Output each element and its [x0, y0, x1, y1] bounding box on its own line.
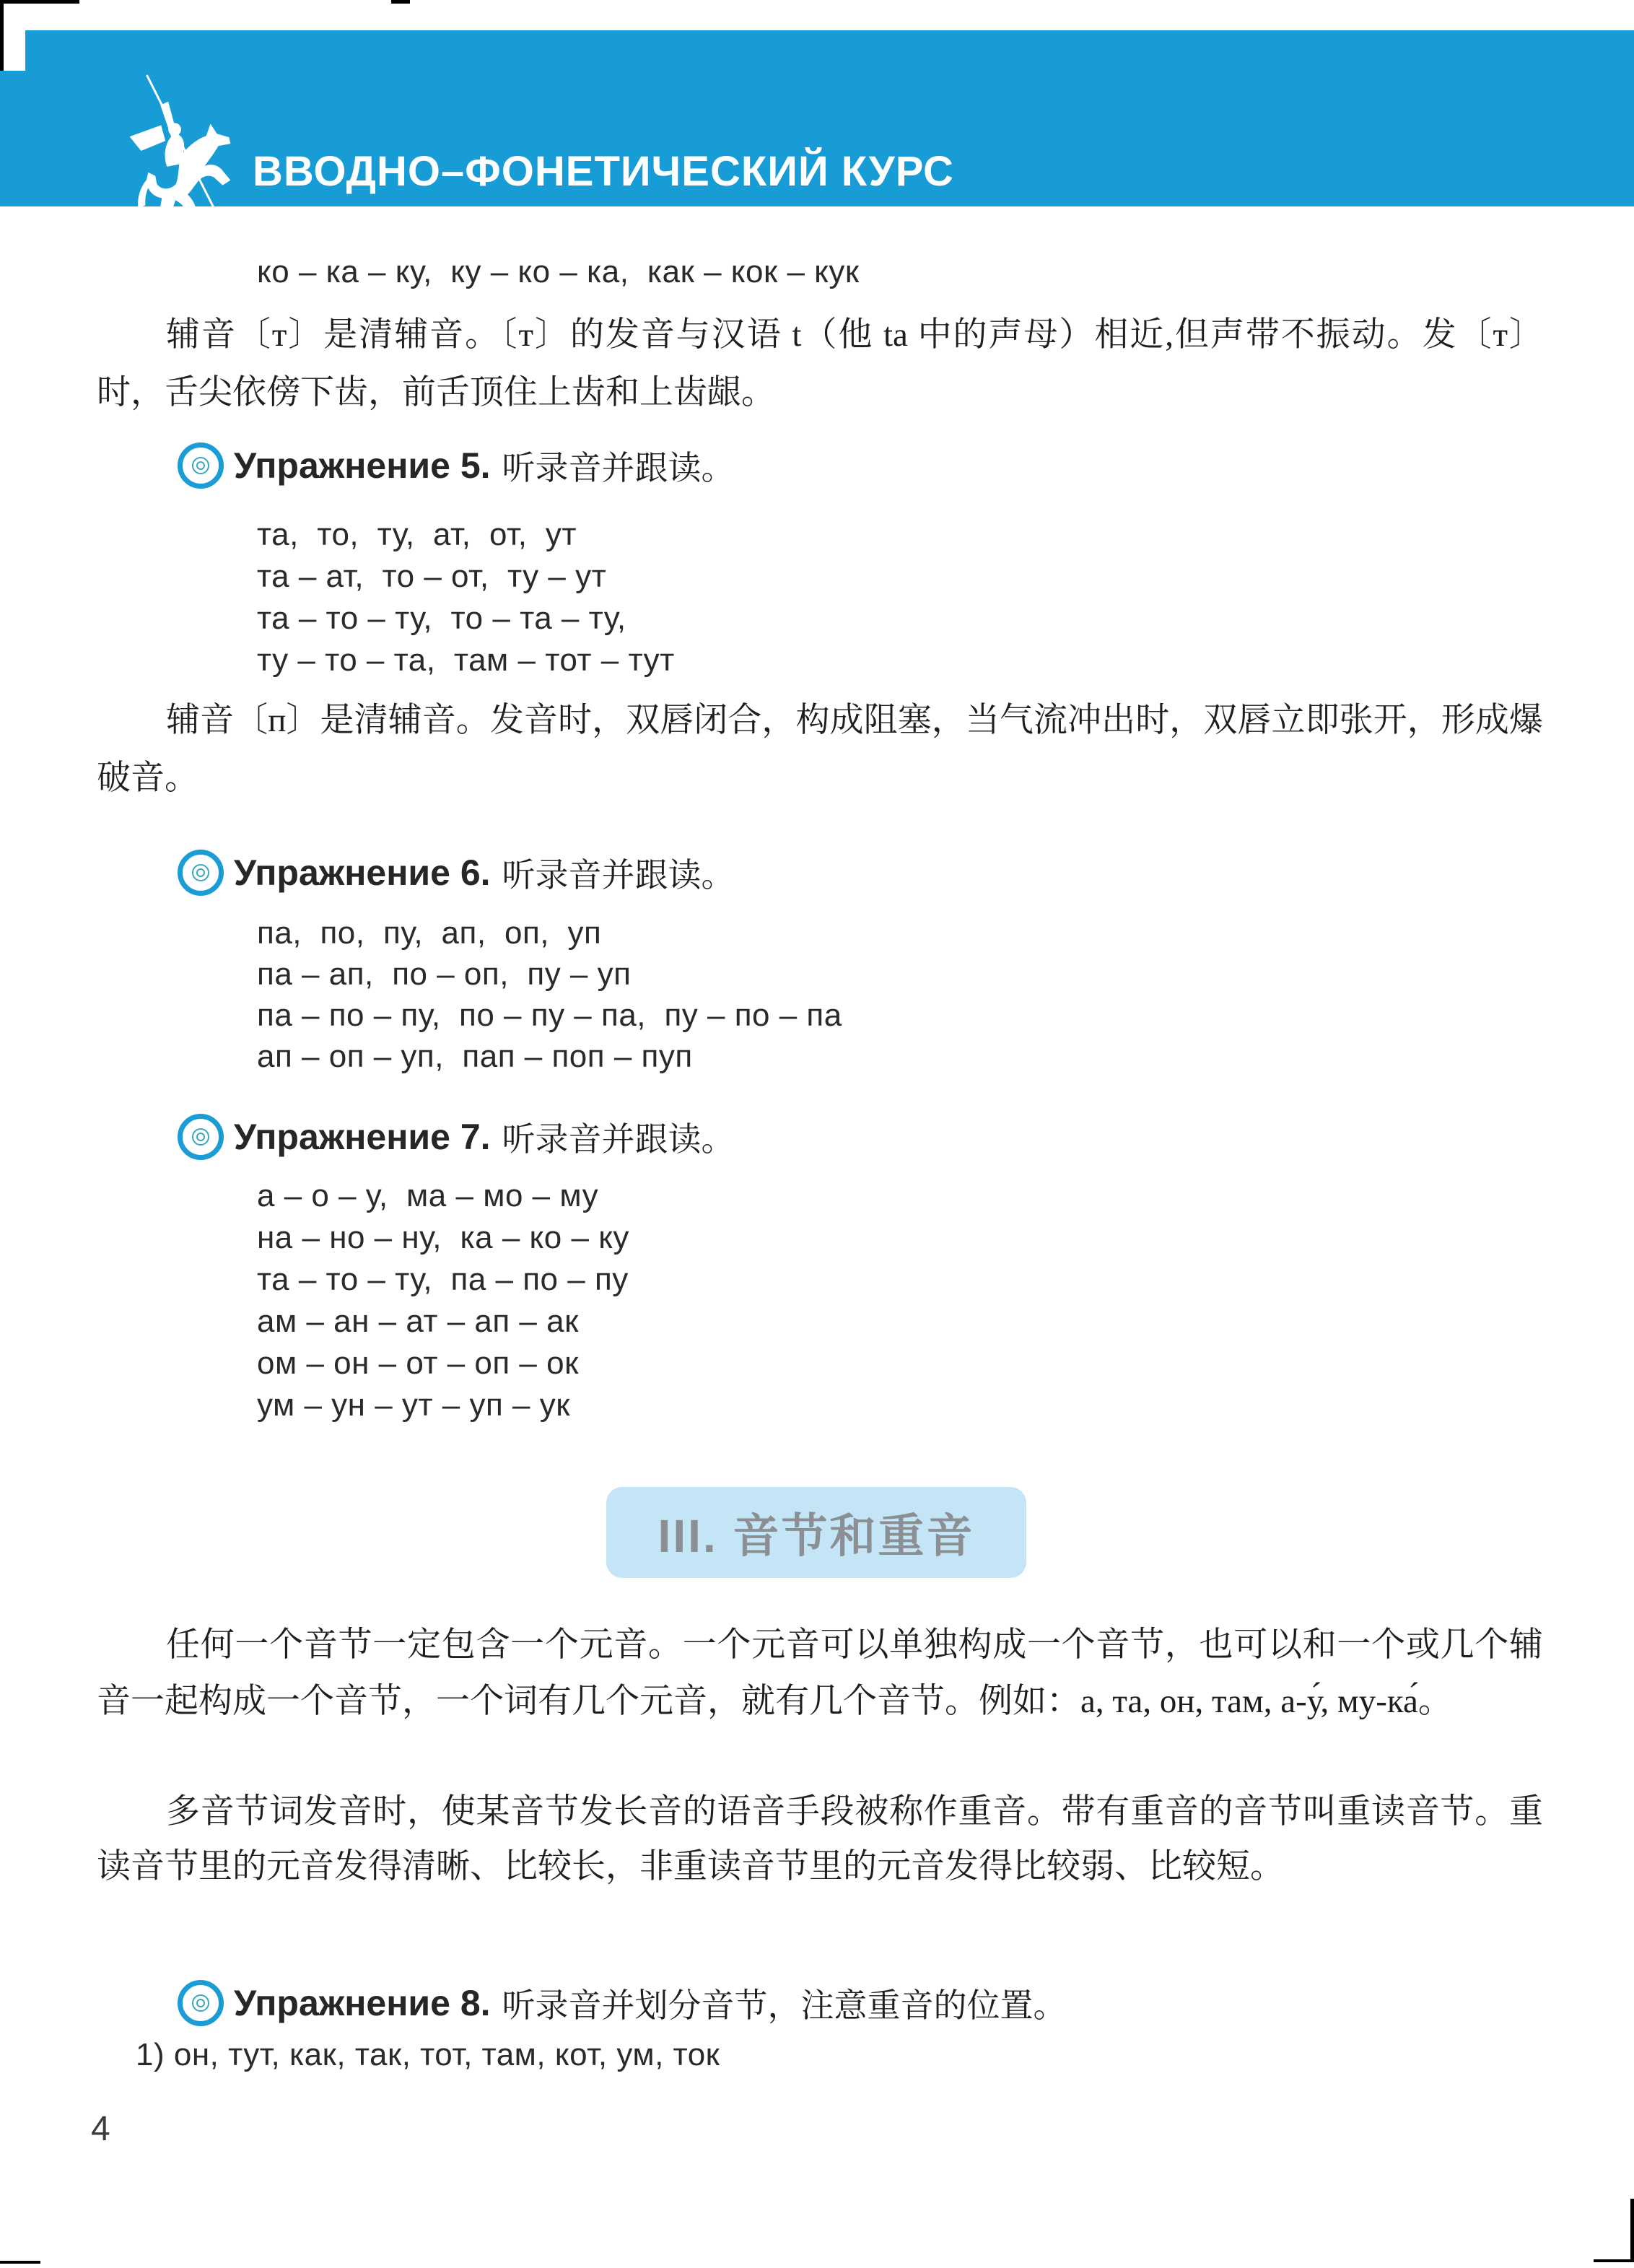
audio-disc-icon — [178, 1980, 224, 2026]
audio-disc-icon — [178, 442, 224, 489]
crop-mark-top-left-fill — [4, 4, 25, 71]
header-band — [0, 30, 1634, 206]
crop-mark-bottom-right — [1594, 2259, 1634, 2262]
exercise-line: ту – то – та, там – тот – тут — [257, 642, 675, 678]
exercise-line: та, то, ту, ат, от, ут — [257, 517, 577, 552]
exercise-line: та – то – ту, па – по – пу — [257, 1262, 629, 1297]
exercise-8-header — [178, 1979, 1067, 2027]
exercise-line: па – по – пу, по – пу – па, пу – по – па — [257, 998, 842, 1033]
exercise-line: ам – ан – ат – ап – ак — [257, 1304, 579, 1339]
exercise-6-header — [178, 849, 735, 897]
exercise-line: та – то – ту, то – та – ту, — [257, 601, 626, 636]
crop-mark-top-center — [391, 0, 410, 4]
exercise-8-label: Упражнение 8. — [234, 1983, 491, 2023]
exercise-5-label: Упражнение 5. — [234, 445, 491, 486]
exercise-6-label: Упражнение 6. — [234, 852, 491, 893]
exercise-6-instruction: 听录音并跟读。 — [502, 857, 735, 894]
audio-disc-icon — [178, 1114, 224, 1160]
exercise-line: на – но – ну, ка – ко – ку — [257, 1220, 629, 1255]
exercise-line: а – о – у, ма – мо – му — [257, 1178, 599, 1213]
exercise-line: па – ап, по – оп, пу – уп — [257, 956, 632, 992]
paragraph-consonant-p: 辅音〔п〕是清辅音。发音时，双唇闭合，构成阻塞，当气流冲出时，双唇立即张开，形成爆破音。 — [97, 702, 1543, 797]
exercise-line: та – ат, то – от, ту – ут — [257, 559, 607, 594]
audio-disc-icon — [178, 850, 224, 896]
exercise-7-instruction: 听录音并跟读。 — [502, 1121, 735, 1158]
exercise-line: ум – ун – ут – уп – ук — [257, 1387, 570, 1423]
exercise-7-lines — [257, 1175, 629, 1426]
exercise-5-instruction: 听录音并跟读。 — [502, 450, 735, 487]
exercise-line: ом – он – от – оп – ок — [257, 1345, 579, 1381]
section-banner — [606, 1487, 1026, 1578]
paragraph-consonant-t: 辅音〔т〕是清辅音。〔т〕的发音与汉语 t（他 ta 中的声母）相近,但声带不振动。发〔т〕时，舌尖依傍下齿，前舌顶住上齿和上齿龈。 — [97, 316, 1543, 411]
page-number: 4 — [91, 2110, 110, 2148]
exercise-8-instruction: 听录音并划分音节，注意重音的位置。 — [502, 1987, 1067, 2024]
drill-line-ko: ко – ка – ку, ку – ко – ка, как – кок – кук — [257, 254, 860, 289]
exercise-8-item: 1) он, тут, как, так, тот, там, кот, ум, ток — [136, 2037, 720, 2072]
section-title: III. 音节和重音 — [657, 1510, 975, 1562]
publisher-knight-logo-icon — [100, 71, 258, 235]
exercise-7-header — [178, 1113, 735, 1161]
crop-mark-bottom-right — [1630, 2199, 1634, 2262]
exercise-6-lines — [257, 912, 842, 1077]
exercise-line: па, по, пу, ап, оп, уп — [257, 915, 602, 951]
exercise-line: ап – оп – уп, пап – поп – пуп — [257, 1039, 693, 1074]
crop-mark-bottom-left — [0, 2261, 40, 2264]
exercise-5-header — [178, 442, 735, 489]
exercise-5-lines — [257, 514, 675, 681]
paragraph-stress: 多音节词发音时，使某音节发长音的语音手段被称作重音。带有重音的音节叫重读音节。重读音节里的元音发得清晰、比较长，非重读音节里的元音发得比较弱、比较短。 — [97, 1793, 1543, 1885]
paragraph-syllable: 任何一个音节一定包含一个元音。一个元音可以单独构成一个音节，也可以和一个或几个辅音一起构成一个音节，一个词有几个元音，就有几个音节。例如：а, та, он, там, а-у́, му-ка́。 — [97, 1626, 1543, 1720]
course-header-title: ВВОДНО–ФОНЕТИЧЕСКИЙ КУРС — [253, 148, 954, 195]
exercise-7-label: Упражнение 7. — [234, 1117, 491, 1157]
